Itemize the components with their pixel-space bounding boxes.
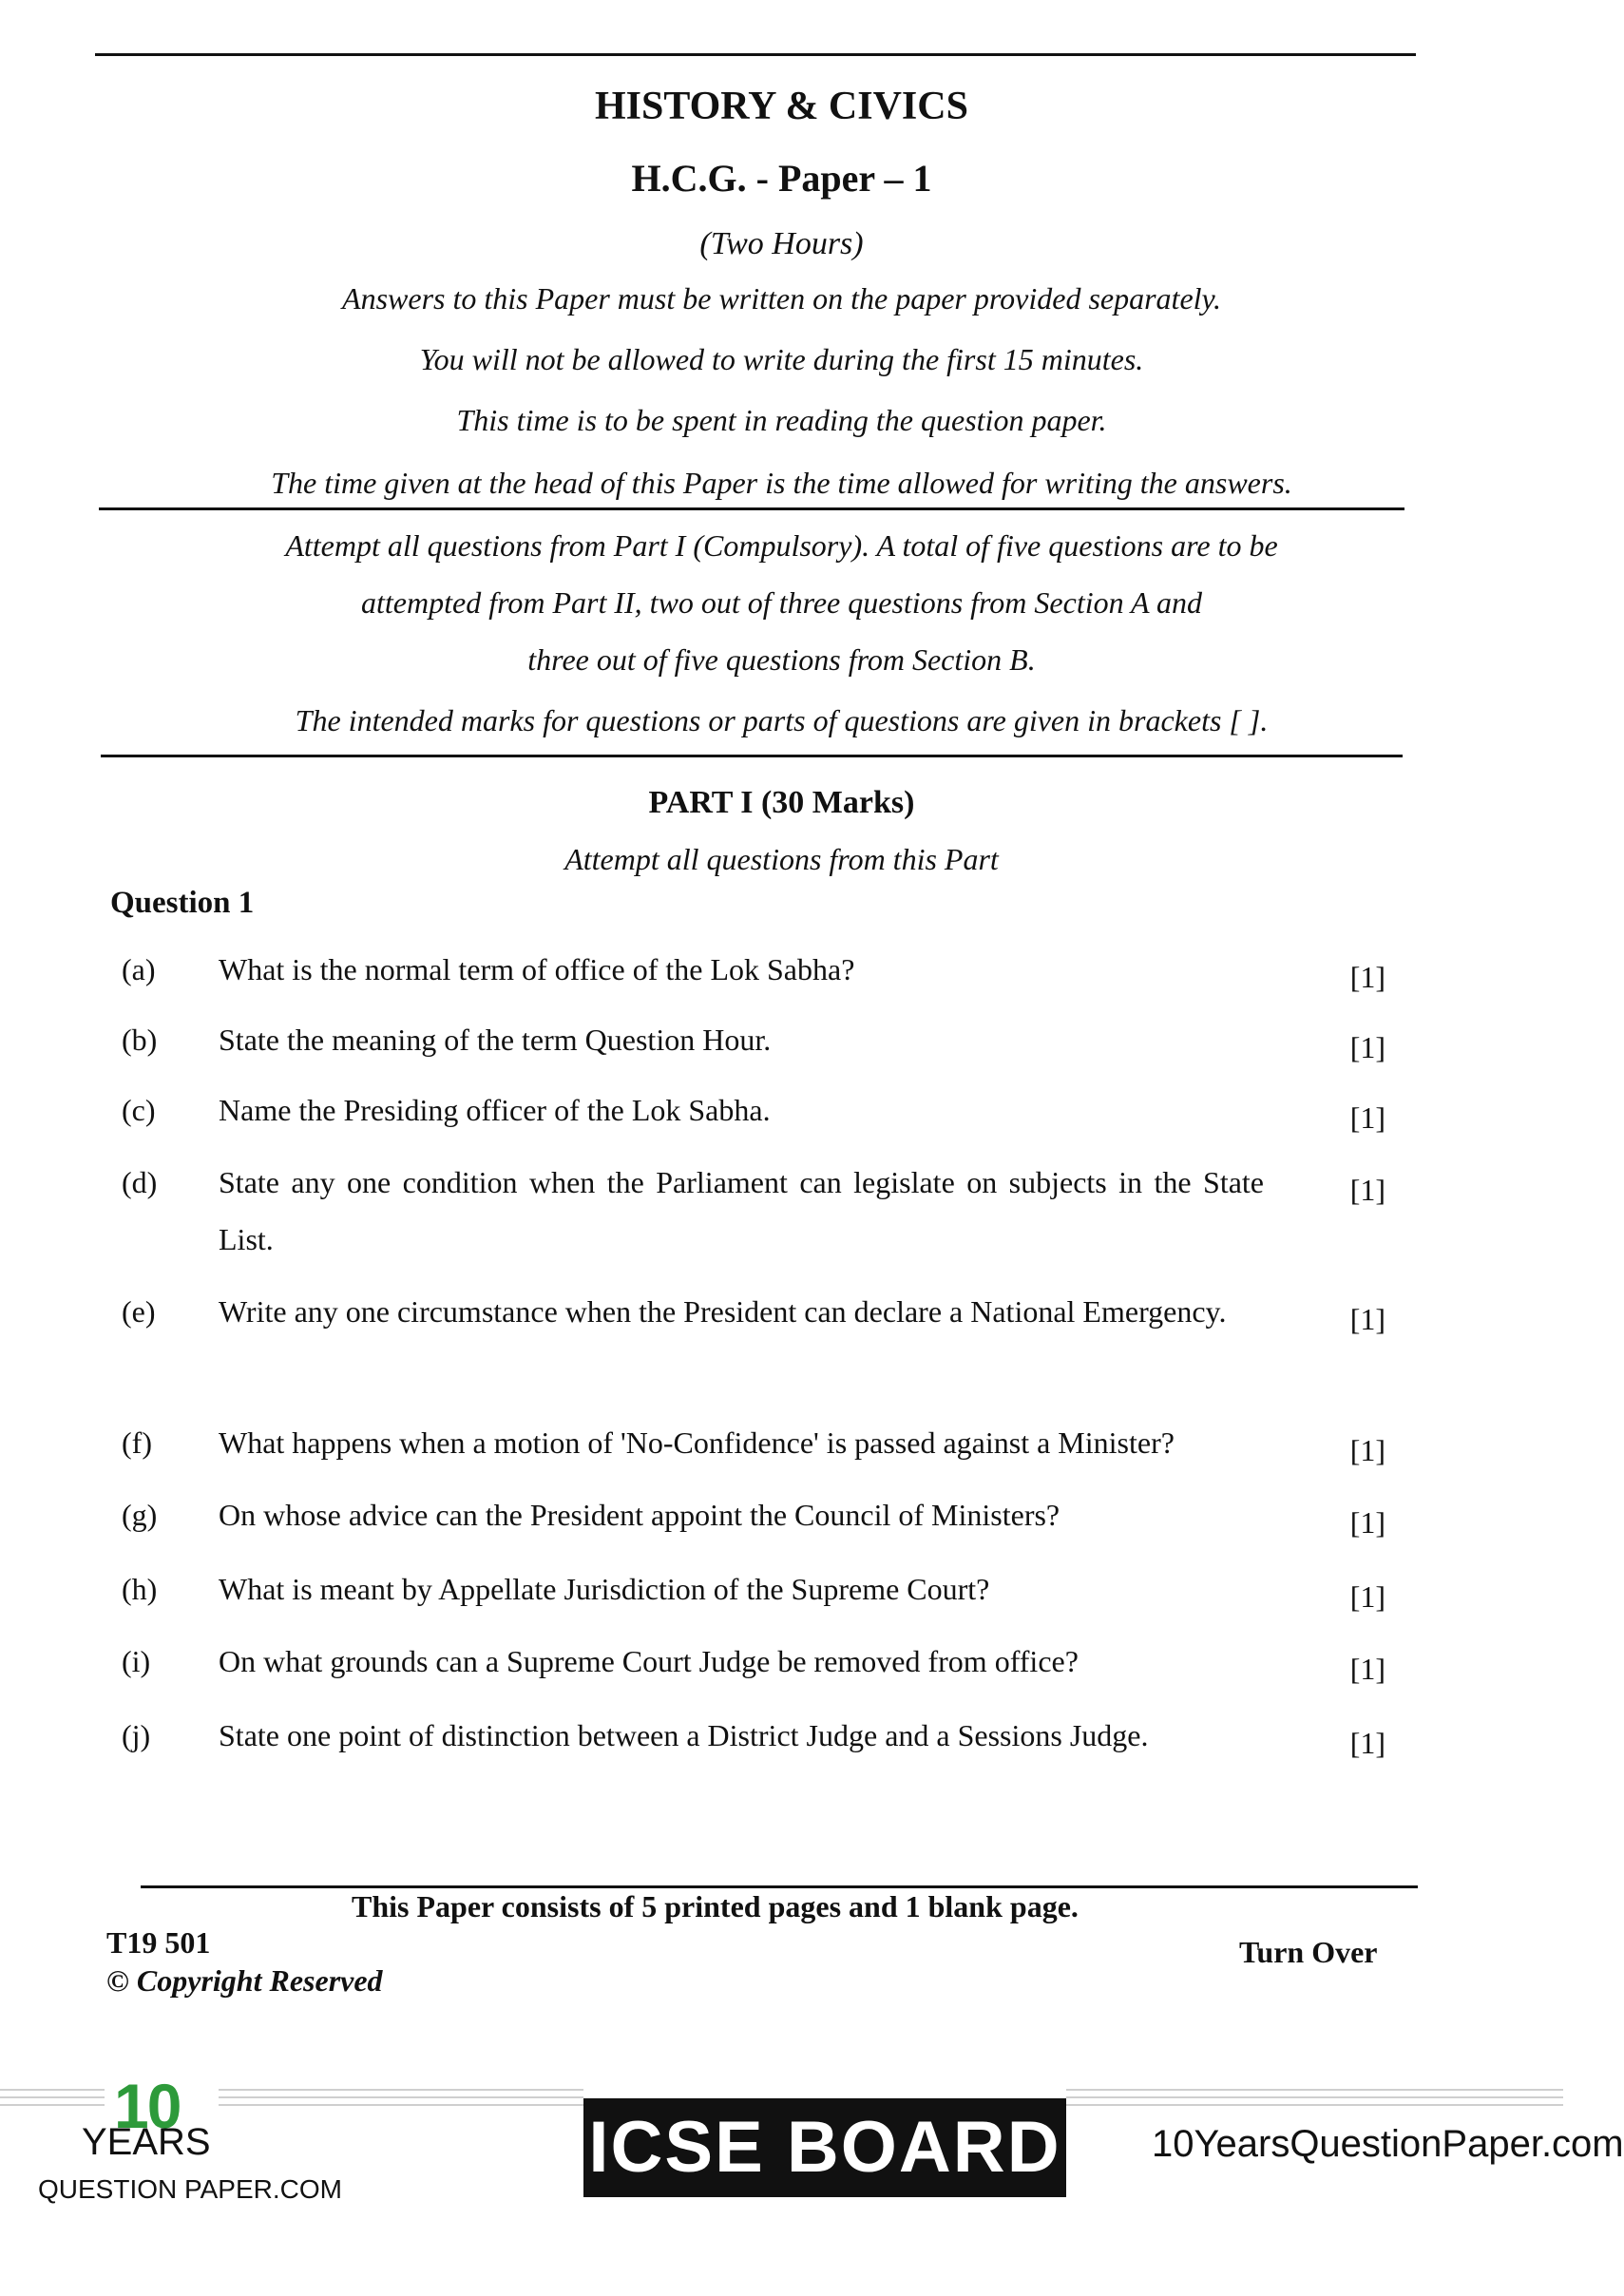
part-subtitle: Attempt all questions from this Part xyxy=(564,842,999,876)
board-banner: ICSE BOARD X xyxy=(583,2098,1066,2197)
instruction-line-4: The time given at the head of this Paper is the time allowed for writing the answers. xyxy=(271,466,1292,500)
question-marks: [1] xyxy=(1349,1030,1385,1064)
decorative-stripe xyxy=(0,2089,105,2091)
part-title: PART I (30 Marks) xyxy=(648,785,915,820)
question-label: (i) xyxy=(122,1644,151,1678)
question-marks: [1] xyxy=(1349,1100,1385,1135)
question-text: What is meant by Appellate Jurisdiction of the Supreme Court? xyxy=(219,1572,990,1606)
question-marks: [1] xyxy=(1349,1579,1385,1614)
attempt-line-4: The intended marks for questions or parts of questions are given in brackets [ ]. xyxy=(295,703,1269,737)
instruction-line-1: Answers to this Paper must be written on the paper provided separately. xyxy=(342,281,1221,316)
question-marks: [1] xyxy=(1349,1652,1385,1686)
question-label: (b) xyxy=(122,1023,158,1057)
question-heading: Question 1 xyxy=(110,886,255,920)
attempt-line-2: attempted from Part II, two out of three questions from Section A and xyxy=(361,585,1202,620)
question-label: (f) xyxy=(122,1425,152,1460)
decorative-stripe xyxy=(219,2089,583,2091)
logo-number: 10 xyxy=(114,2071,181,2141)
logo-years: YEARS xyxy=(82,2121,211,2163)
question-item xyxy=(122,1294,1385,1408)
paper-title: H.C.G. - Paper – 1 xyxy=(631,157,932,200)
question-marks: [1] xyxy=(1349,1726,1385,1760)
question-label: (e) xyxy=(122,1294,156,1329)
instruction-line-2: You will not be allowed to write during the first 15 minutes. xyxy=(419,342,1144,376)
question-item xyxy=(122,1093,1385,1150)
pages-note: This Paper consists of 5 printed pages and 1 blank page. xyxy=(352,1889,1079,1923)
question-text: State one point of distinction between a District Judge and a Sessions Judge. xyxy=(219,1718,1149,1752)
attempt-line-3: three out of five questions from Section B. xyxy=(527,642,1036,677)
question-item xyxy=(122,1498,1385,1555)
question-label: (a) xyxy=(122,952,156,986)
question-label: (c) xyxy=(122,1093,156,1127)
decorative-stripe xyxy=(219,2096,583,2098)
copyright: © Copyright Reserved xyxy=(106,1963,383,1998)
turn-over: Turn Over xyxy=(1239,1935,1378,1969)
question-item xyxy=(122,1718,1385,1775)
question-label: (j) xyxy=(122,1718,151,1752)
question-item xyxy=(122,1425,1385,1483)
question-text: On what grounds can a Supreme Court Judge be removed from office? xyxy=(219,1644,1079,1678)
duration: (Two Hours) xyxy=(699,226,864,261)
logo-site: QUESTION PAPER.COM xyxy=(38,2174,342,2204)
question-label: (g) xyxy=(122,1498,158,1532)
instructions-rule xyxy=(99,507,1404,510)
question-marks: [1] xyxy=(1349,1433,1385,1467)
question-text: What happens when a motion of 'No-Confidence' is passed against a Minister? xyxy=(219,1425,1175,1460)
decorative-stripe xyxy=(1066,2096,1563,2098)
decorative-stripe xyxy=(1066,2089,1563,2091)
decorative-stripe xyxy=(0,2096,105,2098)
question-text: State the meaning of the term Question Hour. xyxy=(219,1023,772,1057)
question-item xyxy=(122,1644,1385,1701)
paper-code: T19 501 xyxy=(106,1925,211,1960)
instruction-line-3: This time is to be spent in reading the question paper. xyxy=(456,403,1107,437)
website-link[interactable]: 10YearsQuestionPaper.com xyxy=(1152,2123,1624,2165)
question-label: (d) xyxy=(122,1165,158,1199)
question-text: What is the normal term of office of the Lok Sabha? xyxy=(219,952,855,986)
decorative-stripe xyxy=(1066,2104,1563,2106)
top-rule xyxy=(95,53,1416,56)
question-marks: [1] xyxy=(1349,1505,1385,1540)
question-text: On whose advice can the President appoint the Council of Ministers? xyxy=(219,1498,1060,1532)
question-label: (h) xyxy=(122,1572,158,1606)
question-marks: [1] xyxy=(1349,1302,1385,1336)
question-text: Name the Presiding officer of the Lok Sabha. xyxy=(219,1093,771,1127)
decorative-stripe xyxy=(0,2104,105,2106)
footer-rule xyxy=(141,1885,1418,1888)
question-marks: [1] xyxy=(1349,1173,1385,1207)
question-text: Write any one circumstance when the President can declare a National Emergency. xyxy=(219,1294,1227,1329)
question-text: State any one condition when the Parliament can legislate on subjects in the State List. xyxy=(219,1165,1264,1256)
question-marks: [1] xyxy=(1349,960,1385,994)
question-item xyxy=(122,1023,1385,1080)
question-item xyxy=(122,1572,1385,1629)
attempt-line-1: Attempt all questions from Part I (Compulsory). A total of five questions are to be xyxy=(285,528,1278,563)
question-item xyxy=(122,1165,1385,1279)
decorative-stripe xyxy=(219,2104,583,2106)
attempt-rule xyxy=(101,755,1403,757)
subject-title: HISTORY & CIVICS xyxy=(595,85,968,128)
question-item xyxy=(122,952,1385,1009)
